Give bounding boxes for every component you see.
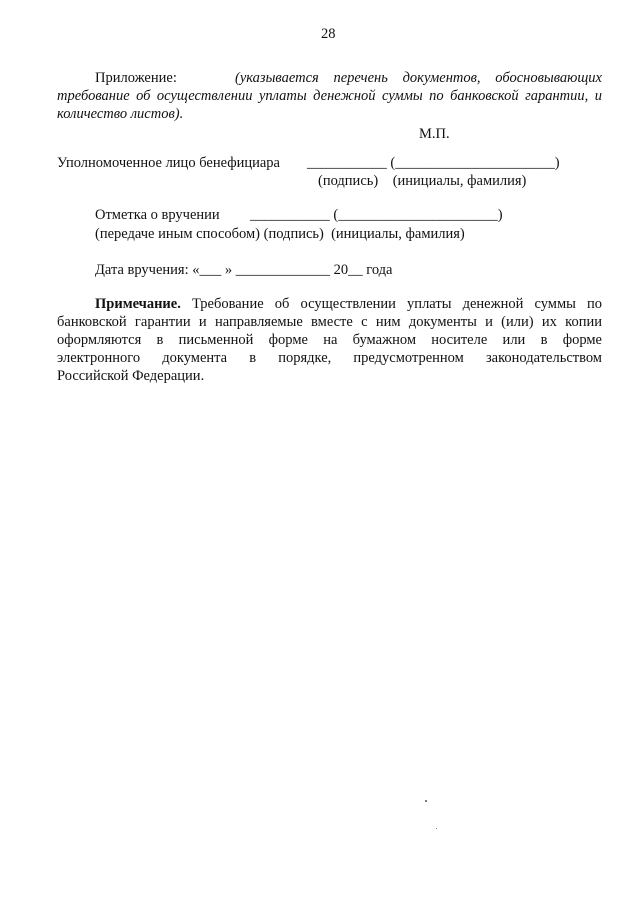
beneficiary-signature-fields: ___________ (______________________): [307, 155, 560, 171]
note-line5: Российской Федерации.: [57, 368, 205, 384]
beneficiary-signature-caption: (подпись) (инициалы, фамилия): [318, 173, 527, 189]
appendix-description-line3: количество листов).: [57, 106, 184, 122]
delivery-signature-fields: ___________ (______________________): [250, 207, 503, 223]
delivery-label: Отметка о вручении: [95, 207, 220, 223]
appendix-description-line2: требование об осуществлении уплаты денежной суммы по банковской гарантии, и: [57, 88, 602, 104]
note-line3: оформляются в письменной форме на бумажном носителе или в форме: [57, 332, 602, 348]
scan-speck: [436, 828, 437, 829]
scan-speck: [425, 800, 427, 802]
note-line2: банковской гарантии и направляемые вместе с ним документы и (или) их копии: [57, 314, 602, 330]
page-number: 28: [321, 26, 336, 42]
appendix-description-line1: (указывается перечень документов, обосновывающих: [235, 70, 602, 86]
delivery-date: Дата вручения: «___ » _____________ 20__ года: [95, 262, 393, 278]
appendix-label: Приложение:: [95, 70, 177, 86]
delivery-method-caption: (передаче иным способом) (подпись) (инициалы, фамилия): [95, 226, 465, 242]
seal-mark: М.П.: [419, 126, 450, 142]
note-line1-text: Требование об осуществлении уплаты денежной суммы по: [180, 296, 602, 312]
note-line4: электронного документа в порядке, предусмотренном законодательством: [57, 350, 602, 366]
note-title: Примечание.: [95, 296, 181, 312]
note-line1: [95, 296, 602, 314]
beneficiary-label: Уполномоченное лицо бенефициара: [57, 155, 280, 171]
